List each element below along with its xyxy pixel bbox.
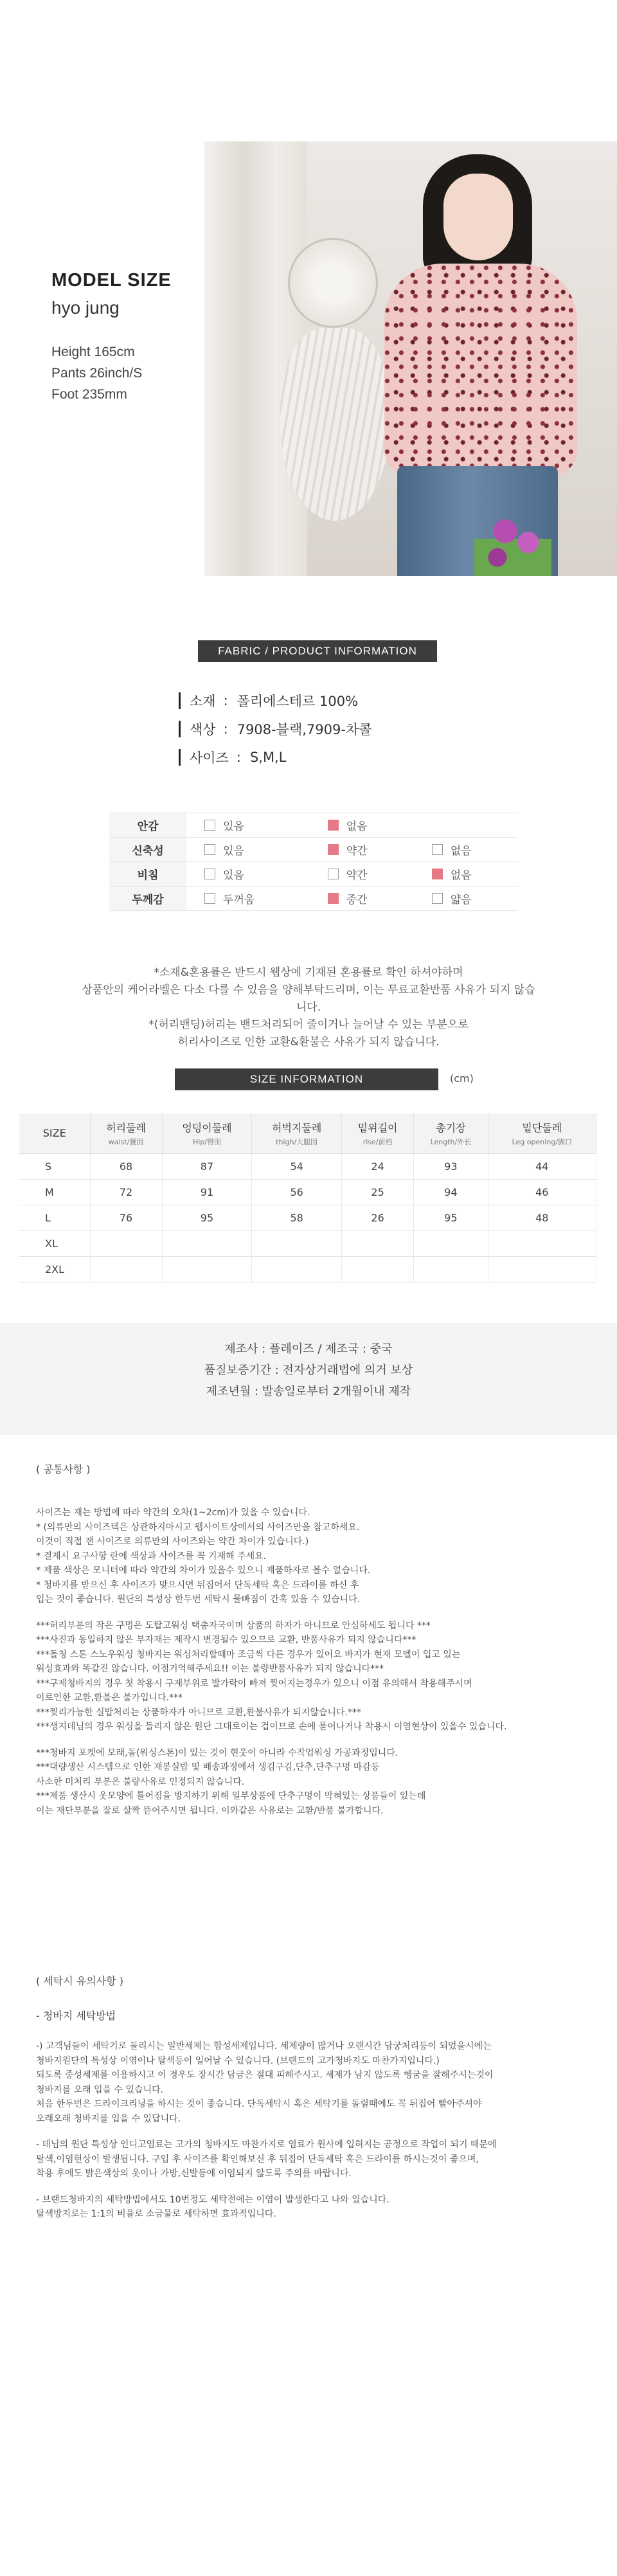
- col-leg-opening: 밑단둘레 Leg opening/脚口: [488, 1113, 596, 1153]
- text-line: * 청바지를 받으신 후 사이즈가 맞으시면 뒤집어서 단독세탁 혹은 드라이를 하신 후: [36, 1580, 359, 1590]
- option-label: 있음: [223, 844, 244, 858]
- text-line: 착용 후에도 밝은색상의 옷이나 가방,신발등에 이염되지 않도록 주의를 바랍니다.: [36, 2168, 352, 2179]
- text-line: 되도록 중성세제를 이용하시고 이 경우도 장시간 담금은 절대 피해주시고. 세제가 남지 않도록 헹굼을 잘해주시는것이: [36, 2070, 494, 2080]
- checkbox-checked-icon: [328, 844, 339, 855]
- model-specs: [51, 341, 193, 405]
- option-label: 없음: [450, 869, 472, 882]
- text-line: ***청바지 포켓에 모래,돌(워싱스톤)이 있는 것이 현웃이 아니라 수작업워싱 가공과정입니다.: [36, 1747, 398, 1758]
- table-row: 2XL: [19, 1256, 596, 1282]
- row-marker: [179, 749, 181, 766]
- text-line: ***돌청 스톤 스노우워싱 청바지는 워싱처리할때마 조금씩 다른 경우가 있어요 바지가 현재 모델이 입고 있는: [36, 1649, 461, 1660]
- wash-notes: [36, 2039, 589, 2222]
- table-row: M 72 91 56 25 94 46: [19, 1179, 596, 1205]
- wash-method-subtitle: - 청바지 세탁방법: [36, 2010, 116, 2022]
- property-label: 두께감: [109, 887, 186, 911]
- maker-info: [0, 1338, 617, 1402]
- fabric-notes: [77, 964, 540, 1051]
- production-line: 제조년월 : 발송일로부터 2개월이내 제작: [206, 1385, 411, 1398]
- wash-notes-title: ( 세탁시 유의사항 ): [36, 1975, 123, 1987]
- fabric-row-color: 색상 : 7908-블랙,7909-차콜: [179, 715, 436, 743]
- text-line: 탈색,이염현상이 발생됩니다. 구입 후 사이즈를 확인해보신 후 뒤집어 단독세탁 혹은 드라이를 하시는것이 좋으며,: [36, 2154, 479, 2165]
- row-marker: [179, 721, 181, 737]
- option-label: 두꺼움: [223, 893, 255, 906]
- property-label: 신축성: [109, 838, 186, 862]
- feather-decoration: [280, 328, 389, 521]
- fabric-value: 7908-블랙,7909-차콜: [237, 722, 372, 737]
- checkbox-checked-icon: [328, 893, 339, 904]
- note-line: *소재&혼용률은 반드시 웹상에 기재된 혼용률로 확인 하셔야하며: [154, 966, 463, 979]
- checkbox-icon: [204, 844, 215, 855]
- spacer: [36, 2126, 589, 2138]
- model-foot: Foot 235mm: [51, 387, 127, 402]
- table-row: S 68 87 54 24 93 44: [19, 1153, 596, 1179]
- text-line: ***생지데님의 경우 워싱을 들리지 않은 원단 그대로이는 겁이므로 손에 묻어나거나 착용시 이염현상이 있을수 있습니다.: [36, 1722, 507, 1732]
- text-line: 처음 한두번은 드라이크리닝을 하시는 것이 좋습니다. 단독세탁시 혹은 세탁기를 돌릴때에도 꼭 뒤집어 빨아주셔야: [36, 2099, 482, 2109]
- text-line: 오래오래 청바지를 입을 수 있답니다.: [36, 2113, 181, 2124]
- checkbox-icon: [204, 869, 215, 879]
- table-row: XL: [19, 1230, 596, 1256]
- property-row-stretch: [109, 838, 518, 862]
- property-row-thickness: [109, 887, 518, 911]
- note-line: *(허리밴딩)허리는 밴드처리되어 줄이거나 늘어날 수 있는 부분으로: [148, 1018, 469, 1031]
- model-blouse: [384, 264, 577, 476]
- model-name: hyo jung: [51, 298, 120, 318]
- fabric-label: 사이즈: [190, 750, 229, 766]
- size-info-header: SIZE INFORMATION: [175, 1068, 438, 1090]
- option-label: 없음: [450, 844, 472, 858]
- fabric-row-material: 소재 : 폴리에스테르 100%: [179, 687, 436, 715]
- note-line: 상품안의 케어라벨은 다소 다를 수 있음을 양해부탁드리며, 이는 무료교환반품 사유가 되지 않습니다.: [82, 984, 535, 1014]
- model-size-title: MODEL SIZE: [51, 270, 172, 291]
- text-line: 워싱효과와 똑같진 않습니다. 이점기억해주세요!! 이는 불량반품사유가 되지 않습니다***: [36, 1664, 384, 1674]
- size-unit: (cm): [450, 1072, 474, 1085]
- common-notes-title: ( 공통사항 ): [36, 1463, 91, 1475]
- checkbox-checked-icon: [328, 820, 339, 831]
- text-line: -) 고객님들이 세탁기로 돌리시는 일반세제는 합성세제입니다. 세제량이 많거나 오랜시간 담궁처리등이 되었을시에는: [36, 2041, 492, 2051]
- warranty-line: 품질보증기간 : 전자상거래법에 의거 보상: [204, 1364, 413, 1377]
- text-line: * 결제시 요구사항 란에 색상과 사이즈를 꼭 기재해 주세요.: [36, 1551, 267, 1562]
- text-line: ***찢리가능한 실밥처리는 상품하자가 아니므로 교환,환불사유가 되지않습니다.***: [36, 1707, 361, 1718]
- text-line: * 제품 색상은 모니터에 따라 약간의 차이가 있을수 있으니 제품하자로 볼수 없습니다.: [36, 1565, 371, 1576]
- col-hip: 엉덩이둘레 Hip/臀围: [162, 1113, 252, 1153]
- fabric-value: 폴리에스테르 100%: [237, 694, 359, 709]
- fabric-info-header: FABRIC / PRODUCT INFORMATION: [198, 640, 437, 662]
- fabric-label: 색상: [190, 722, 216, 737]
- text-line: ***사진과 동일하지 않은 부자재는 제작시 변경될수 있으므로 교환, 반품사유가 되지 않습니다***: [36, 1635, 416, 1645]
- text-line: ***허리부분의 작은 구멍은 도탑고워싱 택총자국이며 상품의 하자가 아니므로 안심하세도 됩니다 ***: [36, 1620, 431, 1631]
- checkbox-icon: [328, 869, 339, 879]
- note-line: 허리사이즈로 인한 교환&환불은 사유가 되지 않습니다.: [177, 1036, 440, 1049]
- text-line: 청바지원단의 특성상 이염이나 탈색등이 일어날 수 있습니다. (브랜드의 고가청바지도 마찬가지입니다.): [36, 2055, 440, 2066]
- model-section: [0, 0, 617, 579]
- col-rise: 밑위길이 rise/前档: [342, 1113, 414, 1153]
- checkbox-icon: [204, 820, 215, 831]
- option-label: 있음: [223, 820, 244, 833]
- text-line: * (의류만의 사이즈텍은 상관하지마시고 웹사이트상에서의 사이즈만을 참고하세요.: [36, 1522, 360, 1533]
- model-pants: Pants 26inch/S: [51, 366, 143, 381]
- property-table: [109, 813, 518, 911]
- text-line: - 브랜드청바지의 세탁방법에서도 10번정도 세탁전에는 이염이 발생한다고 나와 있습니다.: [36, 2194, 389, 2205]
- property-label: 비침: [109, 862, 186, 887]
- option-label: 없음: [346, 820, 368, 833]
- model-info: [51, 270, 193, 405]
- option-label: 약간: [346, 869, 368, 882]
- option-label: 중간: [346, 893, 368, 906]
- common-notes: [36, 1506, 589, 1818]
- text-line: 입는 것이 좋습니다. 원단의 특성상 한두번 세탁시 물빠짐이 간혹 있을 수 있습니다.: [36, 1594, 361, 1605]
- text-line: 이로인한 교환,환불은 불가입니다.***: [36, 1693, 183, 1703]
- col-length: 총기장 Length/外长: [414, 1113, 488, 1153]
- size-table: [19, 1113, 596, 1283]
- spacer: [36, 2181, 589, 2193]
- text-line: 탈색방지로는 1:1의 비율로 소금물로 세탁하면 효과적입니다.: [36, 2209, 276, 2219]
- col-waist: 허리둘레 waist/腰围: [90, 1113, 162, 1153]
- checkbox-icon: [204, 893, 215, 904]
- checkbox-icon: [432, 844, 443, 855]
- option-label: 있음: [223, 869, 244, 882]
- text-line: ***대량생산 시스템으로 인한 재봉실밥 및 배송과정에서 생김구김,단추,단추구멍 마감등: [36, 1762, 380, 1772]
- col-thigh: 허벅지둘레 thigh/大腿围: [252, 1113, 342, 1153]
- fabric-label: 소재: [190, 694, 216, 709]
- checkbox-icon: [432, 893, 443, 904]
- model-height: Height 165cm: [51, 345, 135, 359]
- spacer: [36, 1607, 589, 1619]
- property-row-lining: [109, 813, 518, 838]
- row-marker: [179, 692, 181, 709]
- text-line: ***제품 생산시 옷모양에 틀어짐을 방지하기 위해 일부상품에 단추구멍이 막혀있는 상품들이 있는데: [36, 1791, 426, 1801]
- property-row-sheer: [109, 862, 518, 887]
- fabric-list: [179, 687, 436, 771]
- checkbox-checked-icon: [432, 869, 443, 879]
- text-line: - 데님의 원단 특성상 인디고염료는 고가의 청바지도 마찬가지로 염료가 원사에 입혀지는 공정으로 작업이 되기 때문에: [36, 2139, 497, 2150]
- spacer: [36, 1734, 589, 1746]
- fabric-value: S,M,L: [249, 750, 287, 765]
- property-label: 안감: [109, 813, 186, 838]
- text-line: 사이즈는 재는 방법에 따라 약간의 오차(1~2cm)가 있을 수 있습니다.: [36, 1508, 310, 1518]
- text-line: ***구제청바지의 경우 첫 착용시 구제부위로 발가락이 빠져 찢어지는경우가 있으니 이점 유의해서 착용해주시며: [36, 1678, 472, 1689]
- option-label: 얇음: [450, 893, 472, 906]
- model-photo: [204, 141, 617, 576]
- fabric-row-size: 사이즈 : S,M,L: [179, 743, 436, 771]
- col-size: SIZE: [19, 1113, 90, 1153]
- flower-bouquet: [474, 501, 551, 576]
- option-label: 약간: [346, 844, 368, 858]
- table-row: L 76 95 58 26 95 48: [19, 1205, 596, 1230]
- text-line: 이는 재단부분을 잘로 살짝 뜯어주시면 됩니다. 이와같은 사유로는 교환/반품 불가합니다.: [36, 1805, 384, 1816]
- text-line: 이것이 직접 잰 사이즈로 의류만의 사이즈와는 약간 차이가 있습니다.): [36, 1536, 309, 1547]
- model-face: [443, 174, 513, 260]
- size-table-header: [19, 1113, 596, 1153]
- dreamcatcher-decoration: [288, 238, 378, 328]
- text-line: 청바지를 오래 입을 수 있습니다.: [36, 2084, 164, 2095]
- text-line: 사소한 미처리 부분은 불량사유로 인정되지 않습니다.: [36, 1776, 245, 1787]
- maker-line: 제조사 : 플레이즈 / 제조국 : 중국: [224, 1342, 393, 1356]
